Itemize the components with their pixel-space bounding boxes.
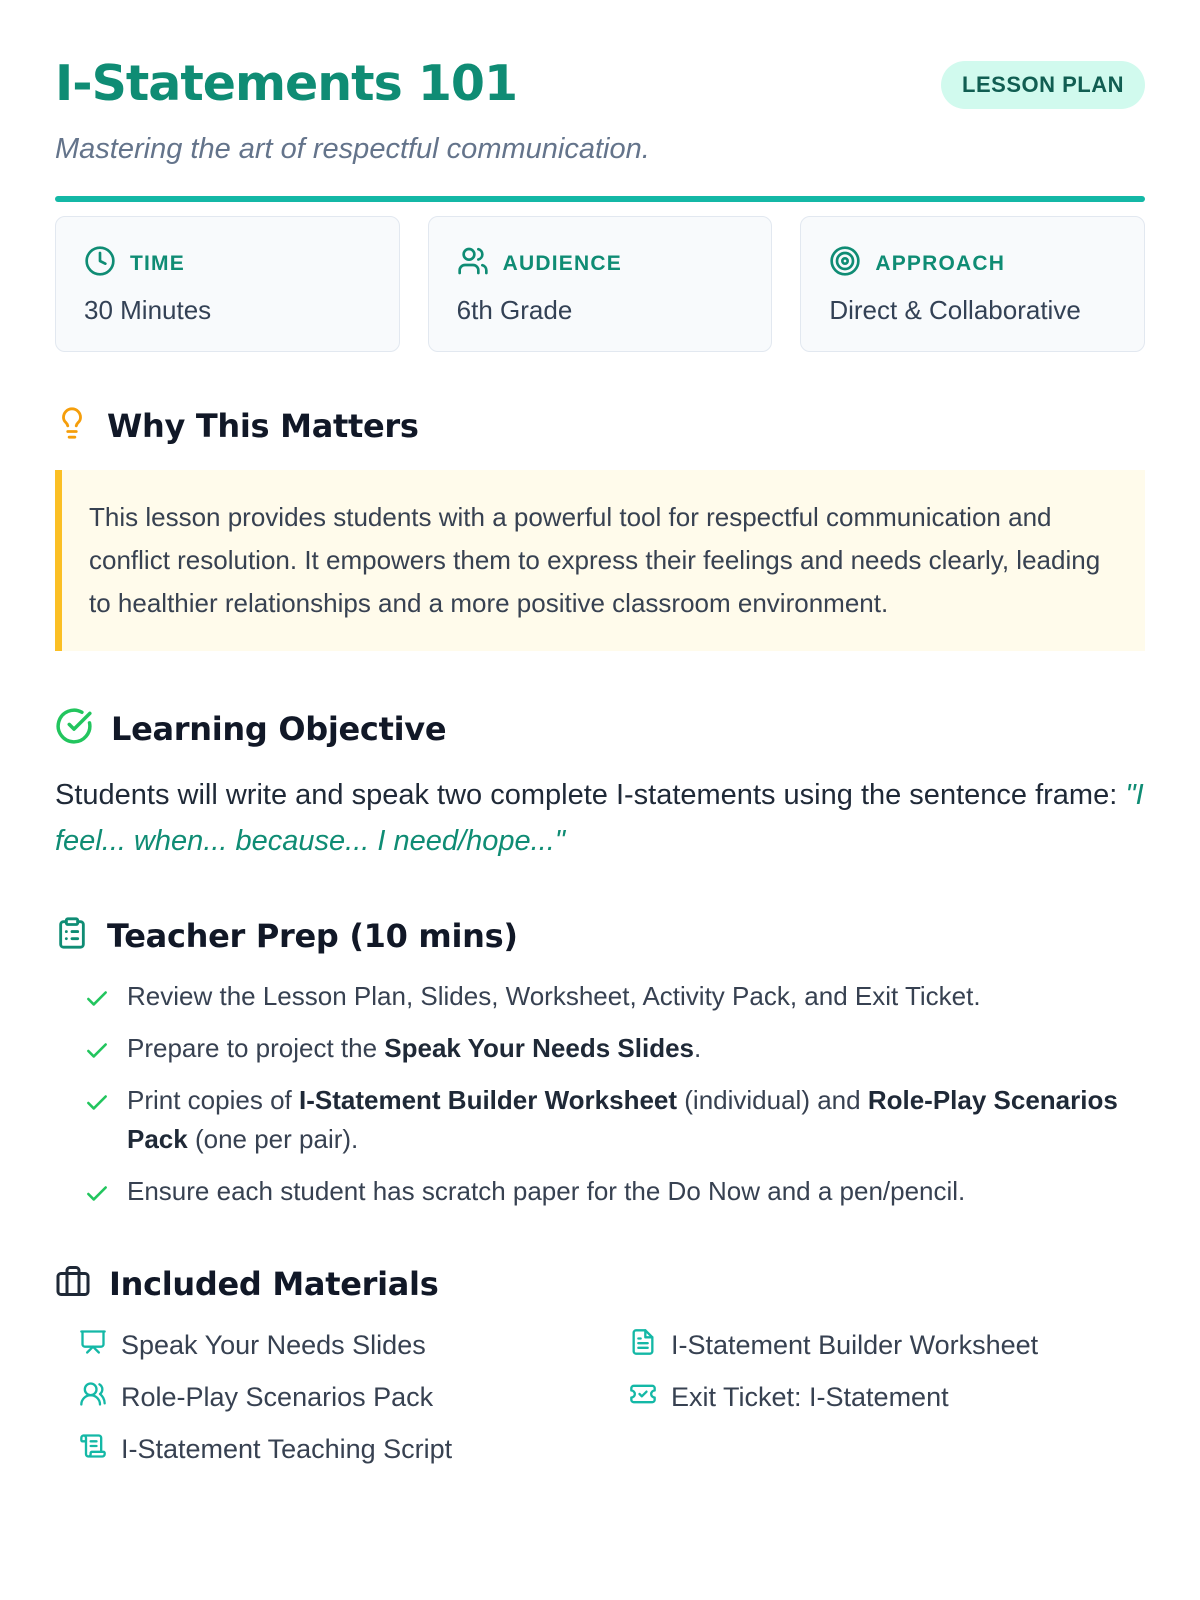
item-text: (individual) and (677, 1085, 868, 1115)
item-bold-text: I-Statement Builder Worksheet (298, 1085, 678, 1115)
list-item (83, 1172, 1145, 1211)
material-item (629, 1378, 1145, 1417)
list-item (83, 1081, 1145, 1159)
page-title: I-Statements 101 (55, 55, 518, 112)
clipboard-icon (55, 916, 89, 955)
card-value: Direct & Collaborative (829, 295, 1081, 325)
objective-statement: Students will write and speak two complete I-statements using the sentence frame: (55, 779, 1118, 811)
item-text: Review the Lesson Plan, Slides, Worksheet, Activity Pack, and Exit Ticket. (127, 981, 981, 1011)
clock-icon (84, 245, 116, 282)
item-bold-text: Role-Play Scenarios Pack (127, 1085, 1118, 1154)
lesson-plan-badge: LESSON PLAN (941, 61, 1145, 109)
materials-section (55, 1263, 1145, 1469)
material-label: Exit Ticket: I-Statement (671, 1382, 949, 1412)
scroll-icon (79, 1432, 107, 1467)
prep-section (55, 916, 1145, 1211)
item-bold-text: Speak Your Needs Slides (384, 1033, 694, 1063)
check-circle-icon (55, 707, 93, 750)
list-item (83, 1029, 1145, 1068)
presentation-icon (79, 1328, 107, 1363)
document-icon (629, 1328, 657, 1363)
card-label: TIME (130, 251, 185, 275)
material-label: I-Statement Teaching Script (121, 1434, 453, 1464)
users-icon (79, 1380, 107, 1415)
target-icon (829, 245, 861, 282)
ticket-icon (629, 1380, 657, 1415)
time-card (55, 216, 400, 352)
card-value: 6th Grade (456, 295, 573, 325)
card-value: 30 Minutes (84, 295, 212, 325)
material-item (629, 1326, 1145, 1365)
page-subtitle: Mastering the art of respectful communication. (55, 133, 650, 165)
briefcase-icon (55, 1263, 91, 1304)
objective-text (55, 772, 1145, 864)
item-text: . (694, 1033, 702, 1063)
checkmark-icon (83, 1036, 111, 1075)
material-label: Role-Play Scenarios Pack (121, 1382, 434, 1412)
material-label: I-Statement Builder Worksheet (671, 1330, 1039, 1360)
card-label: AUDIENCE (502, 251, 622, 275)
audience-card (428, 216, 773, 352)
checkmark-icon (83, 1179, 111, 1218)
header-divider (55, 196, 1145, 202)
users-icon (457, 245, 489, 282)
checkmark-icon (83, 1088, 111, 1127)
info-cards (55, 216, 1145, 352)
item-text: Prepare to project the (127, 1033, 385, 1063)
checkmark-icon (83, 984, 111, 1023)
material-item (79, 1430, 629, 1469)
section-title: Why This Matters (107, 406, 419, 445)
prep-checklist (83, 977, 1145, 1211)
item-text: Print copies of (127, 1085, 299, 1115)
card-label: APPROACH (875, 251, 1006, 275)
list-item (83, 977, 1145, 1016)
sentence-frame: "I feel... when... because... I need/hope..." (55, 779, 1144, 857)
materials-list (79, 1326, 1145, 1469)
material-item (79, 1326, 629, 1365)
approach-card (800, 216, 1145, 352)
why-callout: This lesson provides students with a powerful tool for respectful communication and conflict resolution. It empowers them to express their feelings and needs clearly, leading to healthier relationships and a more positive classroom environment. (55, 470, 1145, 651)
objective-section (55, 707, 1145, 864)
page-header (55, 0, 1145, 176)
lightbulb-icon (55, 406, 89, 445)
material-label: Speak Your Needs Slides (121, 1330, 426, 1360)
section-title: Teacher Prep (10 mins) (107, 916, 518, 955)
section-title: Included Materials (109, 1264, 439, 1303)
item-text: Ensure each student has scratch paper for the Do Now and a pen/pencil. (127, 1176, 966, 1206)
section-title: Learning Objective (111, 709, 447, 748)
why-section (55, 406, 1145, 651)
material-item (79, 1378, 629, 1417)
item-text: (one per pair). (187, 1124, 359, 1154)
